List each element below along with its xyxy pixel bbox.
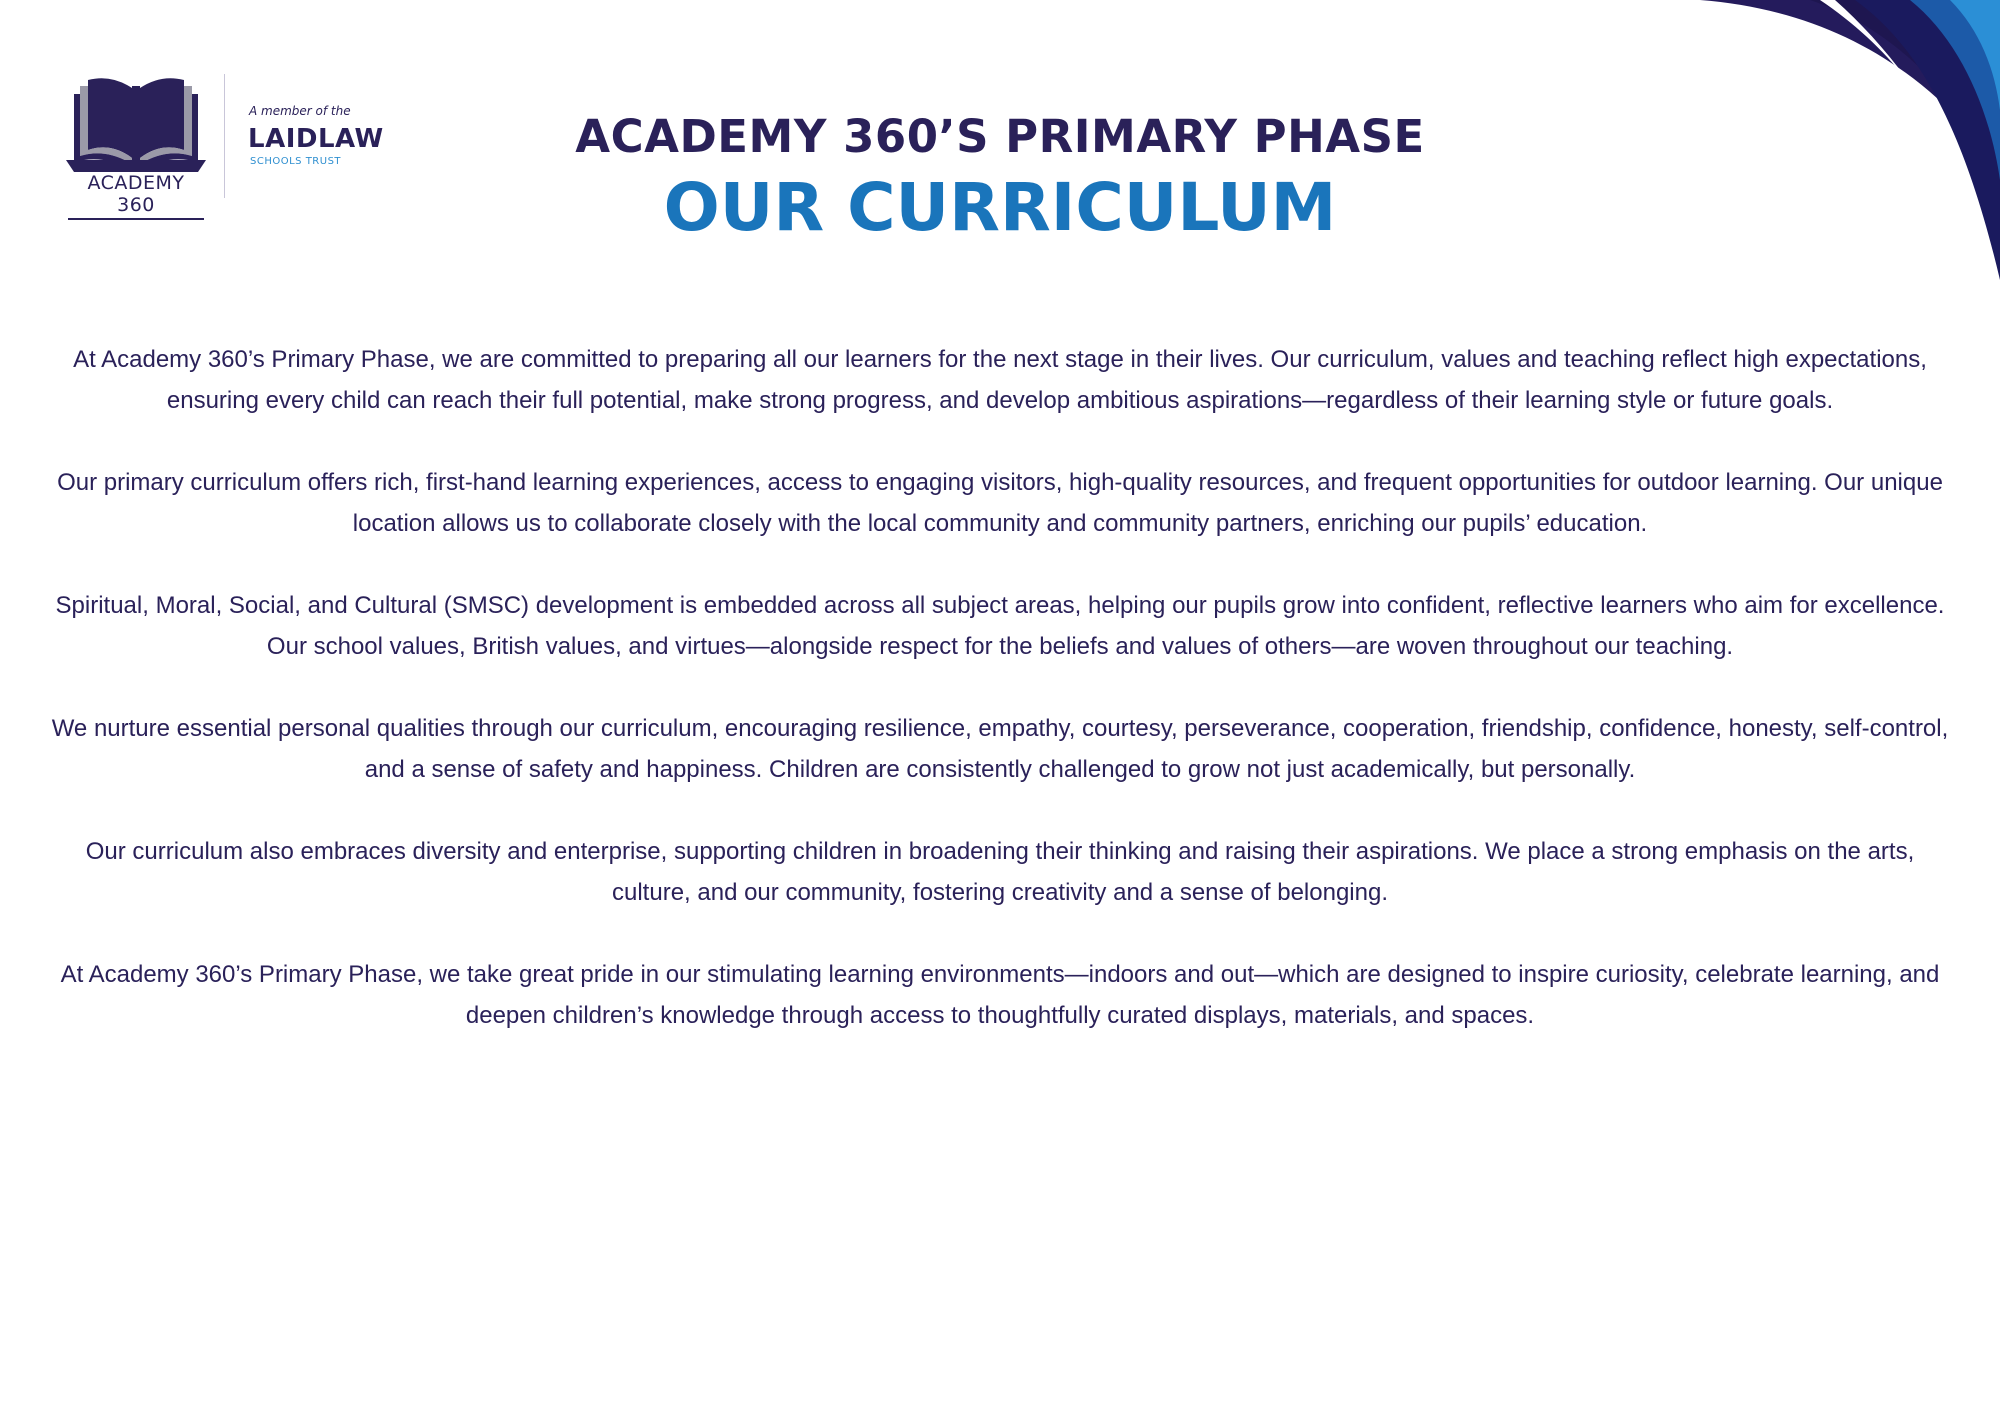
logo-academy-name: ACADEMY 360: [68, 172, 204, 220]
paragraph-5: Our curriculum also embraces diversity and enterprise, supporting children in broadening their thinking and raising their aspirations. We place a strong emphasis on the arts, culture, and our community, fostering creativity and a sense of belonging.: [85, 838, 1915, 906]
paragraph-3: Spiritual, Moral, Social, and Cultural (SMSC) development is embedded across all subject areas, helping our pupils grow into confident, reflective learners who aim for excellence. Our school values, British values, and virtues—alongside respect for the beliefs and values of others—are woven throughout our teaching.: [55, 592, 1945, 660]
page-title: OUR CURRICULUM: [663, 169, 1337, 246]
page-heading: [0, 108, 2000, 250]
logo-trust-subtitle: SCHOOLS TRUST: [250, 156, 342, 167]
page-subtitle: ACADEMY 360’S PRIMARY PHASE: [575, 110, 1425, 163]
curriculum-content: [50, 339, 1950, 1077]
paragraph-4: We nurture essential personal qualities through our curriculum, encouraging resilience, empathy, courtesy, perseverance, cooperation, friendship, confidence, honesty, self-control, and a sense of safety and happiness. Children are consistently challenged to grow not just academically, but personally.: [51, 715, 1949, 783]
paragraph-1: At Academy 360’s Primary Phase, we are committed to preparing all our learners for the next stage in their lives. Our curriculum, values and teaching reflect high expectations, ensuring every child can reach their full potential, make strong progress, and develop ambitious aspirations—regardless of their learning style or future goals.: [73, 346, 1927, 414]
paragraph-6: At Academy 360’s Primary Phase, we take great pride in our stimulating learning environments—indoors and out—which are designed to inspire curiosity, celebrate learning, and deepen children’s knowledge through access to thoughtfully curated displays, materials, and spaces.: [60, 961, 1940, 1029]
paragraph-2: Our primary curriculum offers rich, first-hand learning experiences, access to engaging visitors, high-quality resources, and frequent opportunities for outdoor learning. Our unique location allows us to collaborate closely with the local community and community partners, enriching our pupils’ education.: [57, 469, 1943, 537]
logo-trust-name: LAIDLAW: [248, 124, 384, 154]
logo-member-text: A member of the: [249, 104, 351, 118]
